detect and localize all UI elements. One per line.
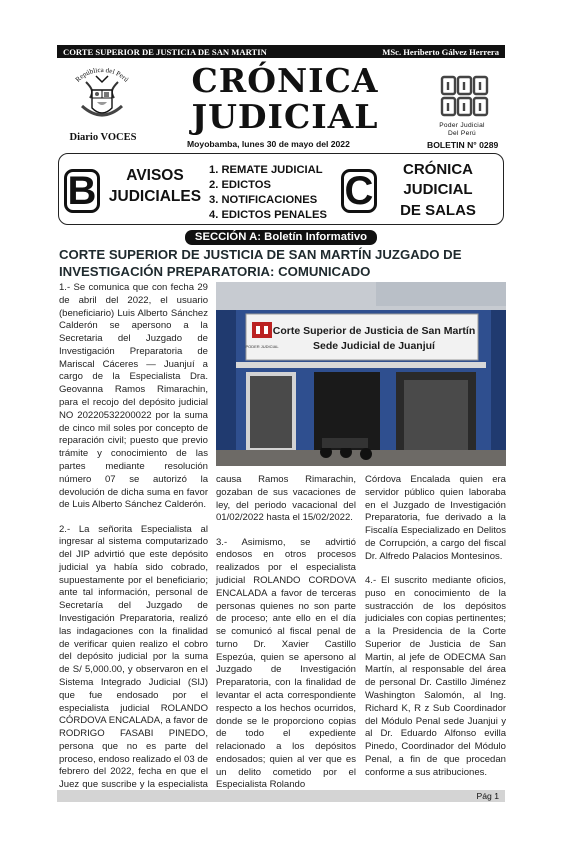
paragraph: 1.- Se comunica que con fecha 29 de abril del 2022, el usuario (beneficiario) Luis Alberto Sánchez Calderón se apersono a la Secretaria del Juzgado de Investigación Preparatoria de Mariscal Cáceres — Juanjuí a cargo de la Especialista Dra. Geovanna Ramos Rimarachin, para el recojo del depósito judicial NO 20220532200022 por la suma de cinco mil soles por concepto de reparación civil; puesto que previo trámite y conocimiento de las partes mediante resolución número 07 se autorizó la devolución de dicha suma en favor de Luis Alberto Sánchez Calderón.: [59, 282, 208, 511]
list-item: 4. EDICTOS PENALES: [209, 209, 327, 222]
poder-judicial-logo-icon: [438, 74, 492, 120]
list-item: 3. NOTIFICACIONES: [209, 194, 318, 207]
title-judicial: JUDICIAL: [191, 97, 379, 136]
article-column-2: [216, 474, 356, 792]
title-cronica: CRÓNICA: [191, 61, 379, 100]
photo-sign-small: PODER JUDICIAL: [245, 344, 279, 349]
section-c-letter: C: [341, 169, 377, 213]
article-headline: CORTE SUPERIOR DE JUSTICIA DE SAN MARTÍN JUZGADO DE INVESTIGACIÓN PREPARATORIA: COMUNICADO: [59, 247, 462, 280]
section-c-title-line3: DE SALAS: [400, 201, 476, 219]
photo-sign-line2: Sede Judicial de Juanjuí: [313, 340, 435, 352]
peru-coat-of-arms-icon: [64, 68, 140, 130]
section-b-title-line1: AVISOS: [126, 167, 184, 184]
section-c-title-line2: JUDICIAL: [403, 181, 473, 199]
author-name-header: MSc. Heriberto Gálvez Herrera: [382, 46, 499, 57]
page-footer: [57, 790, 505, 802]
section-a-badge: SECCIÓN A: Boletín Informativo: [185, 230, 377, 245]
section-b-title-line2: JUDICIALES: [108, 187, 202, 205]
list-item: 2. EDICTOS: [209, 179, 271, 192]
article-column-1: [59, 282, 208, 805]
court-building-photo: [216, 282, 506, 466]
bulletin-number: BOLETIN N° 0289: [427, 140, 499, 150]
paragraph: causa Ramos Rimarachin, gozaban de sus vacaciones de ley, del periodo vacacional del 01/02/2022 hasta el 15/02/2022.: [216, 474, 356, 524]
republic-text: República del Perú: [73, 68, 131, 84]
top-banner: [57, 45, 505, 58]
issue-date: Moyobamba, lunes 30 de mayo del 2022: [187, 139, 350, 149]
section-c-title-line1: CRÓNICA: [403, 161, 473, 178]
section-b-letter: B: [64, 169, 100, 213]
page-number: Pág 1: [476, 791, 499, 801]
paragraph: Córdova Encalada quien era servidor público quien laboraba en el Juzgado de Investigación Preparatoria, fue derivado a la Fiscalía Especializado en Delitos de Corrupción, a cargo del fiscal Dr. Alfredo Palacios Montesinos.: [365, 474, 506, 562]
pj-line-2: Del Perú: [447, 129, 477, 137]
paragraph: 2.- La señorita Especialista al ingresar al sistema computarizado del JIP advirtió que este depósito judicial ya había sido cobrado, supuestamente por el beneficiario; ante tal información, personal de Secretaría del Juzgado de Investigación Preparatoria, realizó las indagaciones con la finalidad de verificar quien realizo el cobro del depósito judicial por la suma de S/ 5,000.00, y observaron en el Sistema Integrado Judicial (SIJ) que fue endosado por el especialista judicial ROLANDO CÓRDOVA ENCALADA, a favor de RODRIGO FASABI PINEDO, persona que no es parte del proceso, endoso realizado el 03 de febrero del 2022, fecha en que el Juez que suscribe y la especialista: [59, 523, 208, 791]
article-column-3: [365, 474, 506, 779]
masthead-title: [180, 61, 390, 136]
section-b-list: [209, 163, 327, 223]
paragraph: 3.- Asimismo, se advirtió endosos en otros procesos realizados por el especialista judicial ROLANDO CORDOVA ENCALADA a favor de terceras personas quienes no son parte de proceso; ante ello en el día se comunicó al fiscal penal de turno Dr. Xavier Castillo Espezúa, quien se apersono al Juzgado de Investigación Preparatoria, con la finalidad de levantar el acta correspondiente respecto a los hechos ocurridos, donde se le proporciono copias de todo el expediente relacionado a los depósitos endosados; quien al ver que es un delito cometido por el Especialista Rolando: [216, 536, 356, 791]
section-b-title: [106, 166, 204, 208]
poder-judicial-text: [430, 122, 494, 137]
section-c-title: [392, 160, 484, 221]
paragraph: 4.- El suscrito mediante oficios, puso en conocimiento de la sustracción de los depósitos judiciales con copias pertinentes; a la Presidencia de la Corte Superior de Justicia de San Martin, al jefe de ODECMA San Martín, al responsable del área de personal Dr. Castillo Jiménez Washington Salomón, al Ing. Richard K, R z Sub Coordinador del Módulo Penal sede Juanjui y al Dr. Eduardo Alfonso evilla Pinedo, Coordinador del Módulo Penal, a fin de que procedan conforme a sus atribuciones.: [365, 574, 506, 778]
list-item: 1. REMATE JUDICIAL: [209, 164, 323, 176]
photo-sign-line1: Corte Superior de Justicia de San Martín: [272, 325, 476, 337]
pj-line-1: Poder Judicial: [439, 122, 485, 129]
court-name-header: CORTE SUPERIOR DE JUSTICIA DE SAN MARTIN: [63, 46, 267, 57]
diario-voces-label: Diario VOCES: [69, 132, 137, 143]
